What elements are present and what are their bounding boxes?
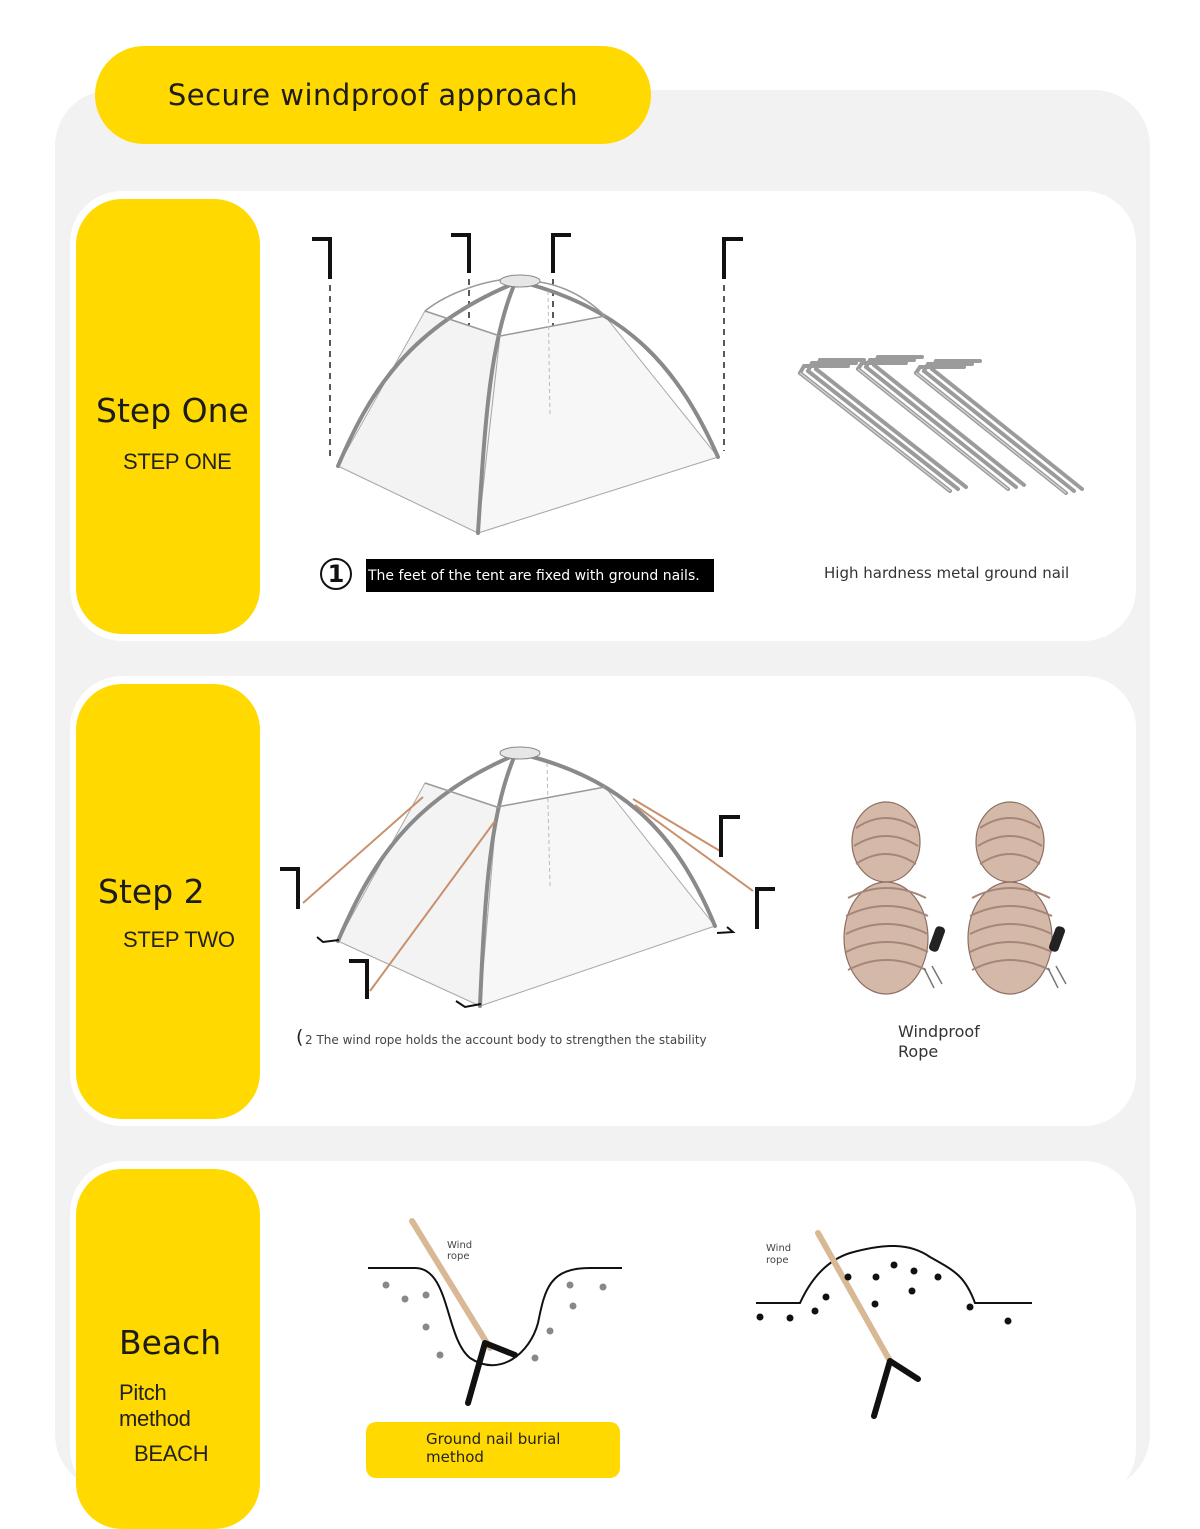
step-two-tab bbox=[76, 684, 260, 1119]
burial-method-label: Ground nail burial method bbox=[426, 1430, 561, 1466]
windproof-rope-image bbox=[838, 798, 1098, 998]
beach-subtitle-line1: Pitch bbox=[119, 1380, 167, 1405]
wind-rope-label-2b: rope bbox=[766, 1255, 789, 1266]
beach-title: Beach bbox=[119, 1323, 222, 1362]
step-one-title: Step One bbox=[96, 391, 249, 430]
wind-rope-label-1: Wind bbox=[447, 1240, 473, 1251]
wind-rope-label-2: Wind bbox=[766, 1243, 792, 1254]
wind-rope-label-1b: rope bbox=[447, 1251, 470, 1262]
windproof-rope-label-line2: Rope bbox=[898, 1042, 939, 1061]
nail-burial-diagram-mound bbox=[750, 1221, 1040, 1431]
step-two-subtitle: STEP TWO bbox=[123, 927, 235, 952]
step-one-tab bbox=[76, 199, 260, 634]
step-one-caption: The feet of the tent are fixed with ground nails. bbox=[366, 559, 714, 592]
step-two-caption: 2 The wind rope holds the account body to strengthen the stability bbox=[305, 1033, 707, 1047]
step-number-badge: 1 bbox=[320, 558, 352, 590]
tent-stakes-diagram bbox=[300, 221, 770, 541]
ground-nail-label: High hardness metal ground nail bbox=[824, 564, 1070, 582]
ground-nails-image bbox=[790, 351, 1090, 511]
step-two-title: Step 2 bbox=[98, 872, 205, 911]
step-two-caption-paren: ( bbox=[296, 1026, 304, 1048]
nail-burial-diagram-trench bbox=[360, 1213, 630, 1423]
windproof-rope-label-line1: Windproof bbox=[898, 1022, 980, 1041]
beach-tab bbox=[76, 1169, 260, 1529]
beach-card bbox=[70, 1161, 1136, 1501]
burial-method-label-box bbox=[366, 1422, 620, 1478]
step-two-card bbox=[70, 676, 1136, 1126]
beach-subtitle-line3: BEACH bbox=[134, 1441, 209, 1466]
tent-wind-rope-diagram bbox=[275, 741, 795, 1011]
page-title: Secure windproof approach bbox=[95, 46, 651, 144]
step-one-subtitle: STEP ONE bbox=[123, 449, 232, 474]
beach-subtitle-line2: method bbox=[119, 1406, 191, 1431]
step-one-card bbox=[70, 191, 1136, 641]
